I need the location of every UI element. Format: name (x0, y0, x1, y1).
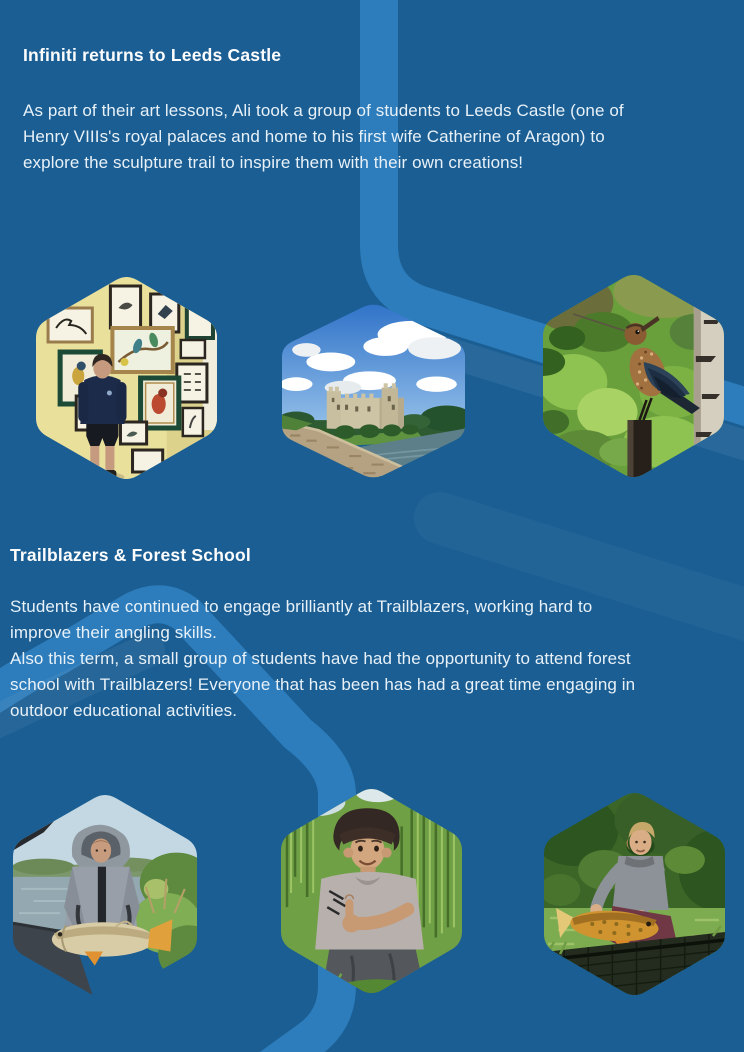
photo-hex-leeds-castle (282, 302, 465, 485)
photo-hex-golden-carp (544, 790, 725, 1003)
paragraph-line: improve their angling skills. (10, 623, 217, 642)
paragraph-line: Students have continued to engage brilliantly at Trailblazers, working hard to (10, 597, 593, 616)
section-paragraph (23, 98, 624, 176)
photo-hex-bird-sculpture (543, 272, 724, 485)
section-paragraph (10, 594, 635, 724)
photo-hex-carp-lakeside (13, 792, 197, 1007)
paragraph-line: school with Trailblazers! Everyone that has been has had a great time engaging in (10, 675, 636, 694)
birch-trunk (694, 272, 724, 480)
paragraph-line: Henry VIIIs's royal palaces and home to his first wife Catherine of Aragon) to (23, 127, 605, 146)
paragraph-line: outdoor educational activities. (10, 701, 238, 720)
photo-hex-thumbs-up (281, 786, 462, 1001)
section-heading: Infiniti returns to Leeds Castle (23, 45, 282, 65)
paragraph-line: Also this term, a small group of students have had the opportunity to attend forest (10, 649, 631, 668)
paragraph-line: explore the sculpture trail to inspire them with their own creations! (23, 153, 524, 172)
photo-hex-gallery (36, 274, 217, 487)
paragraph-line: As part of their art lessons, Ali took a group of students to Leeds Castle (one of (23, 101, 624, 120)
section-heading: Trailblazers & Forest School (10, 545, 251, 565)
